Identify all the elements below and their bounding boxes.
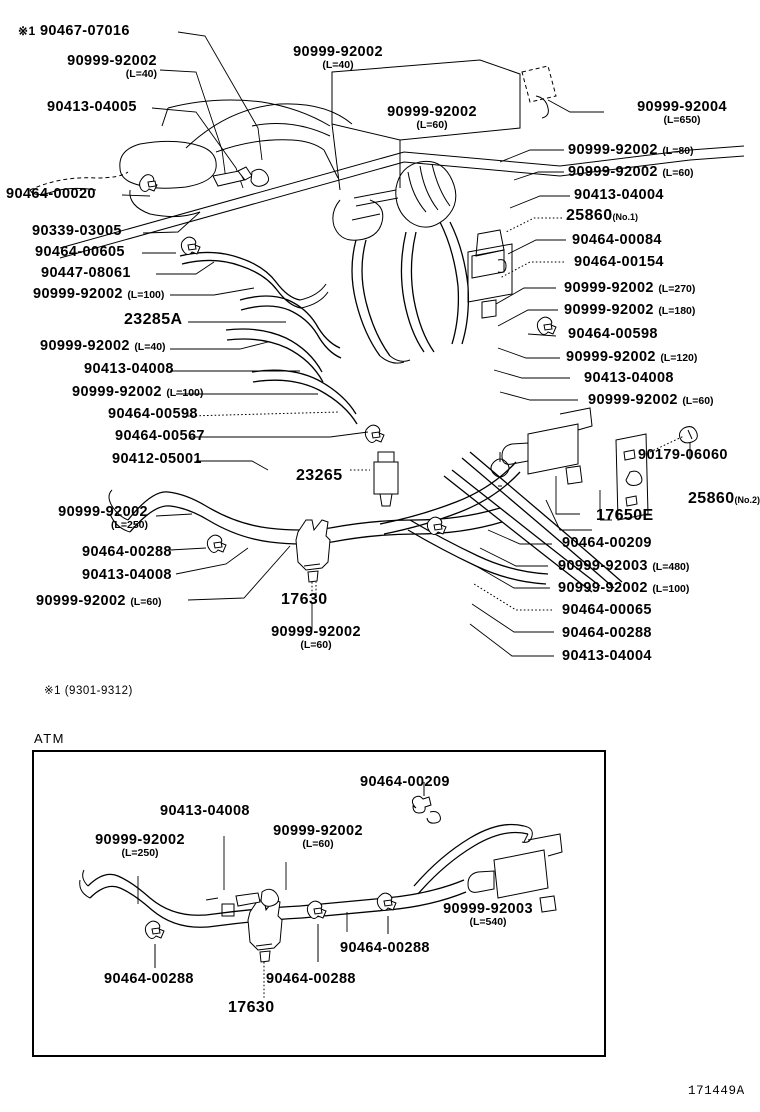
part-number: 90464-00020	[6, 186, 96, 202]
hose-length: (L=650)	[663, 113, 701, 126]
part-number: 90999-92002	[58, 504, 148, 520]
callout-90999-92002-l60-c	[352, 105, 512, 130]
part-number: 90447-08061	[41, 265, 131, 281]
atm-callout-90464-00288-b	[266, 972, 356, 987]
part-number: 90464-00605	[35, 244, 125, 260]
part-number: 90179-06060	[638, 447, 728, 463]
part-number: 90999-92002	[72, 384, 162, 400]
callout-90413-04004-a	[574, 188, 664, 203]
part-number: 90467-07016	[39, 23, 130, 39]
atm-callout-90999-92002-l250	[60, 833, 220, 858]
footnote-date-range: ※1 (9301-9312)	[44, 685, 133, 697]
part-number: 90999-92002	[40, 338, 130, 354]
atm-callout-90464-00209	[360, 775, 450, 790]
part-number: 90339-03005	[32, 223, 122, 239]
part-number: 17630	[228, 999, 275, 1016]
part-number: 25860	[688, 490, 735, 507]
part-number: 90999-92002	[588, 392, 678, 408]
hose-length: (L=60)	[416, 118, 448, 131]
callout-90179-06060	[638, 448, 728, 463]
callout-90464-00605	[35, 245, 125, 260]
callout-23285A	[124, 312, 182, 328]
hose-length: (L=250)	[121, 846, 159, 859]
callout-25860-no2	[688, 491, 760, 507]
part-number: 90999-92002	[293, 44, 383, 60]
hose-length: (L=60)	[682, 395, 714, 407]
callout-17630-main	[281, 592, 328, 608]
callout-90999-92002-l60-d	[568, 165, 694, 180]
part-number: 90999-92002	[564, 302, 654, 318]
part-number: 90999-92002	[568, 142, 658, 158]
hose-length: (L=540)	[469, 915, 507, 928]
hose-length: (L=60)	[300, 638, 332, 651]
atm-callout-90999-92002-l60	[238, 824, 398, 849]
callout-90413-04008-a	[84, 362, 174, 377]
atm-callout-17630	[228, 1000, 275, 1016]
callout-17650E	[596, 508, 654, 524]
part-number: 90412-05001	[112, 451, 202, 467]
part-number: 90999-92003	[443, 901, 533, 917]
part-number: 90999-92002	[33, 286, 123, 302]
callout-90464-00598-b	[568, 327, 658, 342]
part-number: 23265	[296, 467, 343, 484]
callout-90999-92002-l250	[0, 505, 148, 530]
part-number: 90999-92002	[558, 580, 648, 596]
part-number: 90464-00288	[562, 625, 652, 641]
callout-90447-08061	[41, 266, 131, 281]
part-number: 90464-00154	[574, 254, 664, 270]
atm-callout-90464-00288-c	[104, 972, 194, 987]
part-suffix: (No.1)	[612, 212, 638, 222]
part-number: 90413-04008	[584, 370, 674, 386]
callout-90999-92002-l100-b	[72, 385, 203, 400]
drawing-number: 171449A	[688, 1084, 745, 1098]
part-number: 90413-04005	[47, 99, 137, 115]
callout-90999-92002-l270	[564, 281, 695, 296]
part-number: 90999-92003	[558, 558, 648, 574]
callout-90999-92002-l120	[566, 350, 697, 365]
part-number: 90464-00598	[108, 406, 198, 422]
part-number: 90999-92004	[637, 99, 727, 115]
callout-90999-92002-l180	[564, 303, 695, 318]
part-number: 90464-00084	[572, 232, 662, 248]
callout-90999-92002-l100-a	[33, 287, 164, 302]
callout-90464-00020	[6, 187, 96, 202]
part-number: 90413-04008	[160, 803, 250, 819]
footnote-marker-1: ※1	[18, 24, 36, 38]
callout-90999-92004	[608, 100, 756, 125]
part-number: 90464-00209	[562, 535, 652, 551]
callout-25860-no1	[566, 208, 638, 224]
part-number: 90999-92002	[67, 53, 157, 69]
hose-length: (L=40)	[134, 341, 166, 353]
callout-90413-04004-b	[562, 649, 652, 664]
part-number: 90413-04008	[82, 567, 172, 583]
callout-90464-00598-a	[108, 407, 198, 422]
callout-90464-00288-a	[82, 545, 172, 560]
hose-length: (L=40)	[125, 67, 157, 80]
callout-90464-00084	[572, 233, 662, 248]
part-number: 90999-92002	[566, 349, 656, 365]
part-number: 90464-00598	[568, 326, 658, 342]
part-number: 90464-00288	[340, 940, 430, 956]
callout-90464-00065	[562, 603, 652, 618]
part-number: 23285A	[124, 311, 183, 328]
hose-length: (L=120)	[660, 352, 698, 364]
callout-90413-04005	[47, 100, 137, 115]
part-number: 90999-92002	[387, 104, 477, 120]
part-number: 90464-00209	[360, 774, 450, 790]
part-suffix: (No.2)	[734, 495, 760, 505]
atm-callout-90464-00288-a	[340, 941, 430, 956]
callout-90464-00154	[574, 255, 664, 270]
callout-90412-05001	[112, 452, 202, 467]
callout-90339-03005	[32, 224, 122, 239]
hose-length: (L=60)	[130, 596, 162, 608]
hose-length: (L=270)	[658, 283, 696, 295]
callout-90999-92002-l60-b	[238, 625, 394, 650]
hose-length: (L=60)	[302, 837, 334, 850]
hose-length: (L=250)	[110, 518, 148, 531]
atm-callout-90999-92003-l540	[406, 902, 570, 927]
hose-length: (L=180)	[658, 305, 696, 317]
hose-length: (L=60)	[662, 167, 694, 179]
callout-23265	[296, 468, 343, 484]
part-number: 90999-92002	[564, 280, 654, 296]
part-number: 90413-04008	[84, 361, 174, 377]
hose-length: (L=100)	[652, 583, 690, 595]
hose-length: (L=80)	[662, 145, 694, 157]
callout-90464-00288-b	[562, 626, 652, 641]
hose-length: (L=480)	[652, 561, 690, 573]
callout-90999-92002-l40-a	[0, 54, 157, 79]
part-number: 90999-92002	[36, 593, 126, 609]
hose-length: (L=100)	[166, 387, 204, 399]
atm-section-caption: ATM	[34, 731, 65, 746]
hose-length: (L=40)	[322, 58, 354, 71]
callout-90999-92003-l480	[558, 559, 689, 574]
callout-90999-92002-l40-c	[258, 45, 418, 70]
callout-90999-92002-l80	[568, 143, 694, 158]
part-number: 90999-92002	[271, 624, 361, 640]
part-number: 17630	[281, 591, 328, 608]
callout-90999-92002-l60-e	[588, 393, 714, 408]
part-number: 90464-00288	[82, 544, 172, 560]
part-number: 17650E	[596, 507, 654, 524]
part-number: 25860	[566, 207, 613, 224]
part-number: 90464-00567	[115, 428, 205, 444]
part-number: 90999-92002	[95, 832, 185, 848]
callout-90999-92002-l60-a	[36, 594, 162, 609]
part-number: 90413-04004	[574, 187, 664, 203]
callout-90464-00209-main	[562, 536, 652, 551]
part-number: 90413-04004	[562, 648, 652, 664]
callout-90413-04008-b	[82, 568, 172, 583]
callout-90413-04008-c	[584, 371, 674, 386]
callout-90999-92002-l100-c	[558, 581, 689, 596]
hose-length: (L=100)	[127, 289, 165, 301]
part-number: 90464-00065	[562, 602, 652, 618]
callout-90467-07016	[18, 24, 130, 39]
callout-90999-92002-l40-b	[40, 339, 166, 354]
part-number: 90999-92002	[568, 164, 658, 180]
callout-90464-00567	[115, 429, 205, 444]
atm-callout-90413-04008	[160, 804, 250, 819]
part-number: 90464-00288	[104, 971, 194, 987]
part-number: 90999-92002	[273, 823, 363, 839]
part-number: 90464-00288	[266, 971, 356, 987]
